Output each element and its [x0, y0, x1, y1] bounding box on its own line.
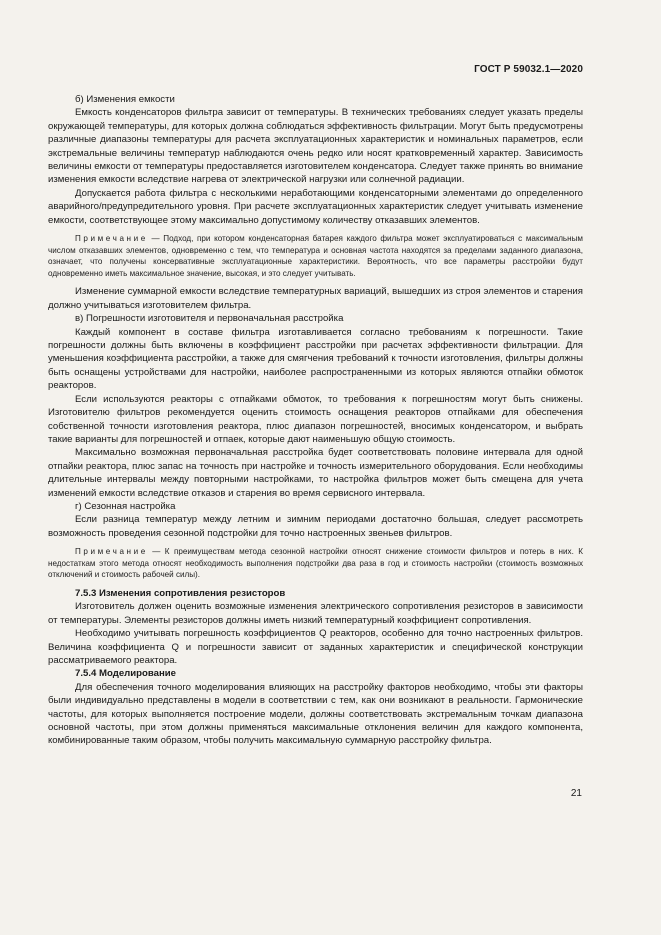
paragraph: Для обеспечения точного моделирования влияющих на расстройку факторов необходимо, чтобы эти факторы были индивидуально представлены в модели в соответствии с тем, как они возникают в реальности. Гармонические частоты, для которых выполняется построение модели, должны соответствовать экстремальным точкам диапазона основной частоты, при этом должны применяться максимальные отклонения величин для каждого компонента, комбинированные таким образом, чтобы получить максимальную суммарную расстройку фильтра.	[48, 681, 583, 747]
note-1	[48, 233, 583, 279]
page-number: 21	[570, 788, 582, 799]
paragraph: Емкость конденсаторов фильтра зависит от температуры. В технических требованиях следует указать пределы окружающей температуры, для которых должна соблюдаться эффективность фильтрации. Могут быть предусмотрены различные диапазоны температуры для расчета эксплуатационных характеристик и номинальных параметров, если экстремальные величины температур наблюдаются очень редко или носят кратковременный характер. Зависимость величины емкости от температуры предоставляется изготовителем конденсатора. Следует также принять во внимание изменения емкости вследствие нагрева от электрической нагрузки или солнечной радиации.	[48, 107, 583, 186]
note-label: Примечание	[75, 234, 148, 244]
section-7-5-3-heading: 7.5.3 Изменения сопротивления резисторов	[75, 587, 286, 599]
paragraph: Если используются реакторы с отпайками обмоток, то требования к погрешностям могут быть снижены. Изготовителю фильтров рекомендуется оценить стоимость оснащения реакторов отпайками для обеспечения собственной точности изготовления реактора, плюс диапазон погрешностей, вносимых конденсатором, и выбрать такие варианты для погрешностей и отпаек, которые дают наименьшую общую стоимость.	[48, 393, 583, 445]
note-label: Примечание	[75, 547, 148, 557]
paragraph: Если разница температур между летним и зимним периодами достаточно большая, следует рассмотреть возможность проведения сезонной подстройки для точно настроенных звеньев фильтров.	[48, 514, 583, 539]
paragraph: Каждый компонент в составе фильтра изготавливается согласно требованиям к погрешности. Такие погрешности должны быть включены в коэффициент расстройки при расчетах эффективности фильтрации. Для уменьшения коэффициента расстройки, а также для смягчения требований к точности изготовления, фильтры должны быть оснащены устройствами для настройки, наиболее распространенными из которых являются отпайки обмоток реакторов.	[48, 326, 583, 392]
paragraph: Изменение суммарной емкости вследствие температурных вариаций, вышедших из строя элементов и старения должно учитываться изготовителем фильтра.	[48, 286, 583, 311]
document-header: ГОСТ Р 59032.1—2020	[474, 64, 583, 75]
paragraph: Допускается работа фильтра с несколькими неработающими конденсаторными элементами до определенного аварийного/предупредительного уровня. При расчете эксплуатационных характеристик следует учитывать изменение емкости, соответствующее этому максимально допустимому количеству отказавших элементов.	[48, 187, 583, 226]
paragraph: Необходимо учитывать погрешность коэффициентов Q реакторов, особенно для точно настроенных фильтров. Величина коэффициента Q и погрешности зависит от заданных характеристик и специфической конструкции рассматриваемого реактора.	[48, 628, 583, 666]
section-b-title: б) Изменения емкости	[75, 94, 175, 105]
section-g-title: г) Сезонная настройка	[75, 500, 176, 512]
note-text: — Подход, при котором конденсаторная батарея каждого фильтра может эксплуатироваться с максимальным числом отказавших элементов, одновременно с тем, что температура и основная частота находятся за пределами заданного диапазона, означает, что получены консервативные эксплуатационные характеристики. Вероятность, что все параметры расстройки будут одновременно иметь максимальное значение, высокая, и это следует учитывать.	[48, 234, 583, 278]
paragraph: Максимально возможная первоначальная расстройка будет соответствовать половине интервала для одной отпайки реактора, плюс запас на точность при настройке и точность измерительного оборудования. Если необходимы длительные интервалы между повторными настройками, то настройка фильтров может быть смещена для учета изменений емкости вследствие отказов и старения во время сервисного интервала.	[48, 447, 583, 499]
note-text: — К преимуществам метода сезонной настройки относят снижение стоимости фильтров и потерь в них. К недостаткам этого метода относят необходимость выполнения подстройки два раза в год и стоимость настройки (стоимость возможных отключений и стоимость рабочей силы).	[48, 547, 583, 580]
section-v-title: в) Погрешности изготовителя и первоначальная расстройка	[75, 313, 344, 325]
paragraph: Изготовитель должен оценить возможные изменения электрического сопротивления резисторов в зависимости от температуры. Элементы резисторов должны иметь низкий температурный коэффициент сопротивления.	[48, 601, 583, 626]
page-body	[48, 93, 583, 748]
note-2	[48, 546, 583, 581]
section-7-5-4-heading: 7.5.4 Моделирование	[75, 668, 177, 680]
